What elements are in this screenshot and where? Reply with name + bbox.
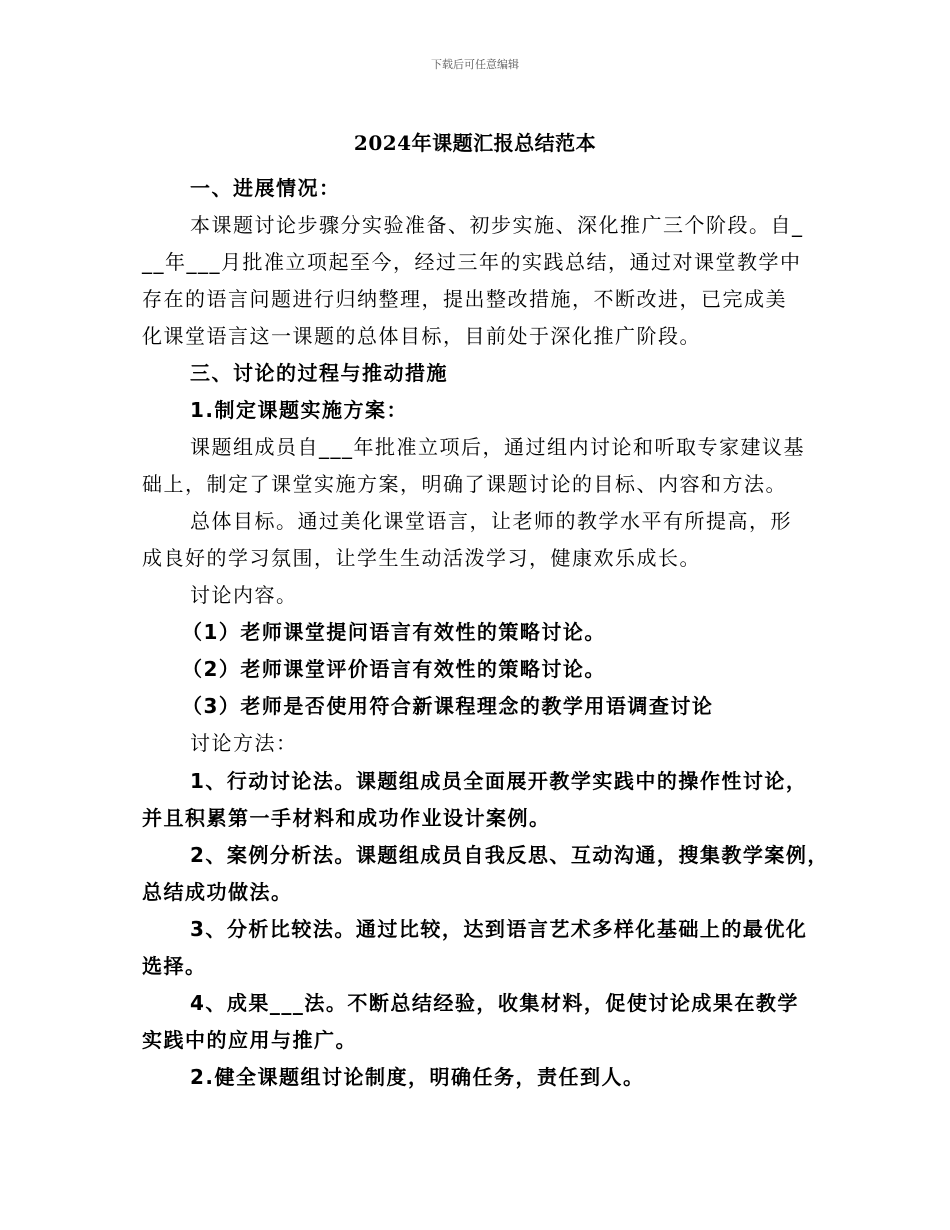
paragraph-line: 总体目标。通过美化课堂语言，让老师的教学水平有所提高，形: [190, 509, 792, 533]
document-title: 2024年课题汇报总结范本: [353, 131, 597, 155]
subheading-plan: 1.制定课题实施方案：: [190, 398, 409, 422]
paragraph-line: 课题组成员自___年批准立项后，通过组内讨论和听取专家建议基: [190, 435, 805, 459]
paragraph-line: 并且积累第一手材料和成功作业设计案例。: [142, 806, 551, 830]
paragraph-line: 讨论方法：: [190, 731, 298, 755]
paragraph-line: 讨论内容。: [190, 583, 298, 607]
paragraph-line: 础上，制定了课堂实施方案，明确了课题讨论的目标、内容和方法。: [142, 472, 787, 496]
paragraph-line: 选择。: [142, 954, 207, 978]
paragraph-line: 实践中的应用与推广。: [142, 1028, 357, 1052]
list-item: （1）老师课堂提问语言有效性的策略讨论。: [182, 620, 606, 644]
list-item: （3）老师是否使用符合新课程理念的教学用语调查讨论: [182, 694, 714, 718]
section-heading-progress: 一、进展情况：: [190, 176, 341, 200]
paragraph-line: __年___月批准立项起至今，经过三年的实践总结，通过对课堂教学中: [142, 250, 802, 274]
subheading-system: 2.健全课题组讨论制度，明确任务，责任到人。: [190, 1065, 645, 1089]
paragraph-line: 2、案例分析法。课题组成员自我反思、互动沟通，搜集教学案例，: [190, 843, 829, 867]
section-heading-process: 三、讨论的过程与推动措施: [190, 361, 448, 385]
paragraph-line: 4、成果___法。不断总结经验，收集材料，促使讨论成果在教学: [190, 991, 799, 1015]
paragraph-line: 本课题讨论步骤分实验准备、初步实施、深化推广三个阶段。自_: [190, 213, 804, 237]
paragraph-line: 存在的语言问题进行归纳整理，提出整改措施，不断改进，已完成美: [142, 287, 787, 311]
paragraph-line: 成良好的学习氛围，让学生生动活泼学习，健康欢乐成长。: [142, 546, 701, 570]
list-item: （2）老师课堂评价语言有效性的策略讨论。: [182, 657, 606, 681]
paragraph-line: 3、分析比较法。通过比较，达到语言艺术多样化基础上的最优化: [190, 917, 808, 941]
paragraph-line: 总结成功做法。: [142, 880, 293, 904]
paragraph-line: 1、行动讨论法。课题组成员全面展开教学实践中的操作性讨论，: [190, 769, 808, 793]
header-note: 下载后可任意编辑: [431, 58, 519, 71]
paragraph-line: 化课堂语言这一课题的总体目标，目前处于深化推广阶段。: [142, 324, 701, 348]
